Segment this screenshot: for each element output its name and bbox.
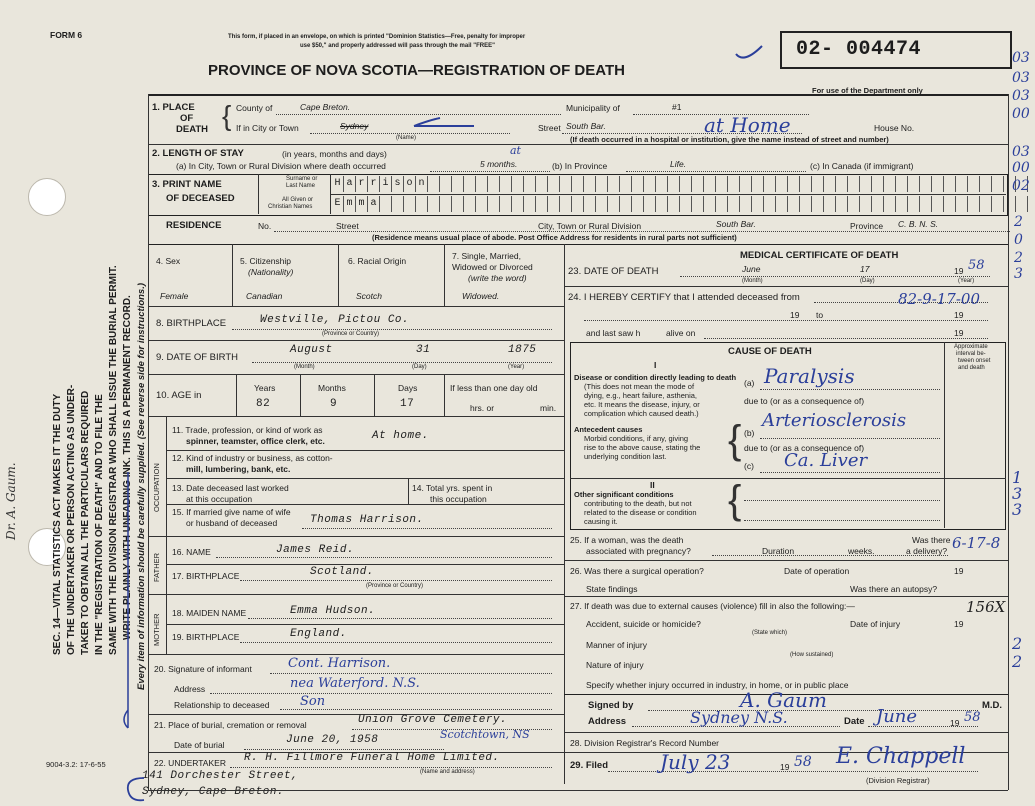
surname-letter: n (416, 176, 428, 192)
interval-4: and death (958, 365, 985, 371)
cause-c-label: (c) (744, 461, 754, 471)
burial-place-label: 21. Place of burial, cremation or removal (154, 720, 307, 730)
residence-division: South Bar. (716, 219, 756, 229)
margin-line-icon (118, 470, 138, 730)
other-1: Other significant conditions (574, 490, 674, 499)
father-birthplace: Scotland. (310, 566, 374, 578)
surname-letter: r (368, 176, 380, 192)
sec14-line-2: OF THE UNDERTAKER OR PERSON ACTING AS UNDER- (66, 384, 77, 655)
code-side-2: 3 (1012, 484, 1023, 503)
cause-b: Arteriosclerosis (762, 410, 907, 431)
envelope-note-1: This form, if placed in an envelope, on which is printed "Dominion Statistics—Free, penalty for improper (228, 34, 526, 40)
dob-month-caption: (Month) (294, 364, 315, 370)
house-label: House No. (874, 123, 915, 133)
citizenship-caption: (Nationality) (248, 267, 294, 277)
spouse-name: Thomas Harrison. (310, 514, 424, 526)
page-title: PROVINCE OF NOVA SCOTIA—REGISTRATION OF DEATH (208, 62, 625, 79)
citizenship-label: 5. Citizenship (240, 256, 292, 266)
department-use: For use of the Department only (812, 86, 923, 95)
given-letter: E (332, 196, 344, 212)
sec14-line-1: SEC. 14—VITAL STATISTICS ACT MAKES IT THE DUTY (52, 393, 63, 655)
residence-note: (Residence means usual place of abode. Post Office Address for residents in rural parts not sufficient) (372, 233, 737, 242)
dob-year: 1875 (508, 344, 537, 356)
father-name-label: 16. NAME (172, 547, 211, 557)
racial-origin-label: 6. Racial Origin (348, 256, 407, 266)
antecedent-3: rise to the above cause, stating the (584, 443, 701, 452)
sec14-line-7: Every item of information should be carefully supplied. (See reverse side for instructions.) (136, 282, 147, 690)
institution-note: (If death occurred in a hospital or institution, give the name instead of street and number) (570, 135, 889, 144)
disease-3: dying, e.g., heart failure, asthenia, (584, 391, 697, 400)
q26-autopsy: Was there an autopsy? (850, 584, 938, 594)
arrow-mark-icon (410, 116, 480, 136)
cause-a-label: (a) (744, 378, 755, 388)
certify-to: to (816, 310, 824, 320)
street-label: Street (538, 123, 561, 133)
given-label-1: All Given or (282, 197, 314, 203)
undertaker-label: 22. UNDERTAKER (154, 758, 226, 768)
coding-7: 02 (1012, 178, 1030, 194)
age-days-label: Days (398, 383, 418, 393)
filed-date: July 23 (660, 750, 731, 774)
q28: 28. Division Registrar's Record Number (570, 738, 720, 748)
bottom-c-mark-icon (124, 774, 148, 804)
signed-label: Signed by (588, 700, 634, 711)
q26-date: Date of operation (784, 566, 850, 576)
burial-date: June 20, 1958 (286, 734, 379, 746)
surname-letter: a (344, 176, 356, 192)
municipality-label: Municipality of (566, 103, 620, 113)
physician-signature: A. Gaum (740, 688, 827, 712)
cause-title: CAUSE OF DEATH (728, 346, 812, 357)
cause-c: Ca. Liver (784, 450, 868, 471)
roman-two: II (650, 480, 655, 490)
certify-19-c: 19 (954, 328, 964, 338)
relationship-value: Son (300, 694, 326, 709)
filed-year: 58 (794, 754, 812, 770)
roman-one: I (654, 360, 657, 370)
residence-province: C. B. N. S. (898, 219, 939, 229)
envelope-note-2: use $50," and properly addressed will pass through the mail "FREE" (300, 43, 495, 49)
doctor-margin-note: Dr. A. Gaum. (4, 462, 18, 540)
coding-4: 00 (1012, 106, 1030, 122)
interval-2: interval be- (956, 351, 986, 357)
q25-weeks: weeks. (848, 546, 875, 556)
dob-day-caption: (Day) (412, 364, 427, 370)
dob-day: 31 (416, 344, 431, 356)
sec14-line-3: TAKER TO OBTAIN ALL THE PARTICULARS REQUIRED (80, 390, 91, 655)
stay-line-b: (b) In Province (552, 161, 608, 171)
surname-label-1: Surname or (286, 176, 318, 182)
surname-letter: o (404, 176, 416, 192)
q29: 29. Filed (570, 760, 609, 771)
age-years-label: Years (254, 383, 276, 393)
form-code: 9004-3.2: 17-6-55 (46, 760, 106, 769)
father-birthplace-caption: (Province or Country) (366, 583, 424, 589)
coding-3: 03 (1012, 88, 1030, 104)
sex-value: Female (160, 291, 189, 301)
father-birthplace-label: 17. BIRTHPLACE (172, 571, 240, 581)
registration-number: 02- 004474 (796, 38, 922, 61)
death-year-prefix: 19 (954, 266, 964, 276)
stay-city-value: 5 months. (480, 159, 518, 169)
residence-street-label: Street (336, 221, 359, 231)
occupation-11-a: 11. Trade, profession, or kind of work as (172, 425, 323, 435)
age-months-label: Months (318, 383, 346, 393)
given-label-2: Christian Names (268, 204, 313, 210)
code-27c: 2 (1012, 652, 1023, 671)
certify-19-a: 19 (790, 310, 800, 320)
code-side-3: 3 (1012, 500, 1023, 519)
age-label: 10. AGE in (156, 390, 202, 401)
mother-maiden: Emma Hudson. (290, 605, 376, 617)
occupation-12-a: 12. Kind of industry or business, as cotton- (172, 453, 333, 463)
punch-hole-top (28, 178, 66, 216)
certify-alive: alive on (666, 328, 696, 338)
code-27: 156X (966, 598, 1006, 616)
coding-10: 2 (1014, 250, 1023, 266)
q27-nature: Nature of injury (586, 660, 644, 670)
dob-label: 9. DATE OF BIRTH (156, 352, 238, 363)
physician-date-19: 19 (950, 718, 960, 728)
stay-label: 2. LENGTH OF STAY (152, 148, 244, 159)
residence-no-label: No. (258, 221, 272, 231)
occupation-13-b: at this occupation (186, 494, 253, 504)
burial-date-label: Date of burial (174, 740, 225, 750)
death-year-caption: (Year) (958, 278, 975, 284)
due-to-1: due to (or as a consequence of) (744, 396, 865, 406)
occupation-11-b: spinner, teamster, office clerk, etc. (186, 436, 325, 446)
county-label: County of (236, 103, 273, 113)
q27-which: (State which) (752, 630, 788, 636)
racial-origin-value: Scotch (356, 291, 382, 301)
surname-letter: s (392, 176, 404, 192)
undertaker-name: R. H. Fillmore Funeral Home Limited. (244, 752, 500, 764)
surname-cells (332, 176, 1035, 192)
occupation-side-label: OCCUPATION (152, 463, 161, 512)
at-home-handwritten: at Home (704, 113, 791, 137)
surname-letter: i (380, 176, 392, 192)
code-24: 82-9-17-00 (898, 290, 981, 308)
cause-a: Paralysis (764, 364, 855, 388)
marital-label-3: (write the word) (468, 273, 527, 283)
name-label-2: OF DECEASED (166, 193, 235, 204)
medical-title: MEDICAL CERTIFICATE OF DEATH (740, 250, 899, 261)
death-day: 17 (860, 264, 870, 274)
coding-5: 03 (1012, 144, 1030, 160)
physician-address: Sydney N.S. (690, 708, 788, 727)
informant-address: nea Waterford. N.S. (290, 676, 420, 691)
informant-address-label: Address (174, 684, 206, 694)
occupation-12-b: mill, lumbering, bank, etc. (186, 464, 291, 474)
father-side-label: FATHER (152, 552, 161, 582)
surname-letter: r (356, 176, 368, 192)
registrar-caption: (Division Registrar) (866, 776, 930, 785)
q27: 27. If death was due to external causes (violence) fill in also the following:— (570, 601, 855, 611)
certify-last: and last saw h (586, 328, 641, 338)
surname-letter: H (332, 176, 344, 192)
q27-date: Date of injury (850, 619, 901, 629)
other-4: causing it. (584, 517, 618, 526)
q25-b: associated with pregnancy? (586, 546, 691, 556)
mother-side-label: MOTHER (152, 613, 161, 646)
stay-caption: (in years, months and days) (282, 149, 387, 159)
coding-6: 00 (1012, 160, 1030, 176)
physician-date-year: 58 (964, 710, 981, 725)
q27-19: 19 (954, 619, 964, 629)
coding-2: 03 (1012, 70, 1030, 86)
surname-label-2: Last Name (286, 183, 316, 189)
q27-accident: Accident, suicide or homicide? (586, 619, 701, 629)
occupation-15-b: or husband of deceased (186, 518, 278, 528)
age-less-day: If less than one day old (450, 383, 538, 393)
q27-specify: Specify whether injury occurred in industry, in home, or in public place (586, 680, 849, 690)
disease-5: complication which caused death.) (584, 409, 699, 418)
stay-line-c: (c) In Canada (if immigrant) (810, 161, 914, 171)
undertaker-address-1: 141 Dorchester Street, (142, 770, 299, 782)
sec14-line-5: SAME WITH THE DIVISION REGISTRAR WHO SHALL ISSUE THE BURIAL PERMIT. (108, 265, 119, 655)
marital-label-2: Widowed or Divorced (452, 262, 533, 272)
age-months: 9 (330, 398, 338, 410)
name-label-1: 3. PRINT NAME (152, 179, 222, 190)
death-month-caption: (Month) (742, 278, 763, 284)
certify-19-b: 19 (954, 310, 964, 320)
certify-label: 24. I HEREBY CERTIFY that I attended deceased from (568, 292, 800, 303)
occupation-14-a: 14. Total yrs. spent in (412, 483, 493, 493)
form-number: FORM 6 (50, 30, 83, 40)
q25-there-1: Was there (912, 535, 951, 545)
coding-11: 3 (1014, 266, 1023, 282)
city-caption: (Name) (396, 135, 417, 141)
q26: 26. Was there a surgical operation? (570, 566, 704, 576)
death-year: 58 (968, 258, 985, 273)
informant-sig-label: 20. Signature of informant (154, 664, 252, 674)
burial-place-note: Scotchtown, NS (440, 728, 530, 741)
antecedent-2: Morbid conditions, if any, giving (584, 434, 689, 443)
signed-date-label: Date (844, 716, 865, 727)
place-label-2: OF (180, 113, 194, 124)
given-name-cells (332, 196, 1035, 212)
father-name: James Reid. (276, 544, 355, 556)
interval-3: tween onset (958, 358, 991, 364)
residence-label: RESIDENCE (166, 220, 222, 231)
informant-signature: Cont. Harrison. (288, 656, 391, 671)
municipality-value: #1 (672, 102, 682, 112)
death-month: June (742, 264, 761, 274)
sec14-line-6: WRITE PLAINLY WITH UNFADING INK. THIS IS A PERMANENT RECORD. (122, 295, 133, 640)
code-side-1: 1 (1012, 468, 1023, 487)
marital-label-1: 7. Single, Married, (452, 251, 521, 261)
given-letter: m (344, 196, 356, 212)
filed-19: 19 (780, 762, 790, 772)
burial-place: Union Grove Cemetery. (358, 714, 508, 726)
mother-birthplace-label: 19. BIRTHPLACE (172, 632, 240, 642)
other-3: related to the disease or condition (584, 508, 697, 517)
registrar-signature: E. Chappell (836, 744, 966, 769)
code-27b: 2 (1012, 634, 1023, 653)
occupation-13-a: 13. Date deceased last worked (172, 483, 289, 493)
mother-maiden-label: 18. MAIDEN NAME (172, 608, 247, 618)
cause-b-label: (b) (744, 428, 755, 438)
occupation-15-a: 15. If married give name of wife (172, 507, 291, 517)
mother-birthplace: England. (290, 628, 347, 640)
age-min: min. (540, 403, 557, 413)
occupation-trade: At home. (372, 430, 429, 442)
city-label: If in City or Town (236, 123, 299, 133)
age-hrs: hrs. or (470, 403, 495, 413)
residence-province-label: Province (850, 221, 884, 231)
code-25: 6-17-8 (952, 534, 1001, 552)
occupation-14-b: this occupation (430, 494, 487, 504)
citizenship-value: Canadian (246, 291, 283, 301)
sex-label: 4. Sex (156, 256, 181, 266)
age-days: 17 (400, 398, 415, 410)
md-label: M.D. (982, 700, 1003, 711)
at-mark: at (510, 144, 521, 157)
q27-how: (How sustained) (790, 652, 834, 658)
dob-month: August (290, 344, 333, 356)
interval-1: Approximate (954, 344, 988, 350)
marital-value: Widowed. (462, 291, 500, 301)
coding-8: 2 (1014, 214, 1023, 230)
signed-address-label: Address (588, 716, 627, 727)
due-to-2: due to (or as a consequence of) (744, 443, 865, 453)
county-value: Cape Breton. (300, 102, 351, 112)
other-2: contributing to the death, but not (584, 499, 692, 508)
q25-a: 25. If a woman, was the death (570, 535, 684, 545)
disease-1: Disease or condition directly leading to death (574, 373, 737, 382)
place-label-3: DEATH (176, 124, 209, 135)
coding-9: 0 (1014, 232, 1023, 248)
residence-city-label: City, Town or Rural Division (538, 221, 642, 231)
stay-province-value: Life. (670, 159, 687, 169)
birthplace-value: Westville, Pictou Co. (260, 314, 410, 326)
dob-year-caption: (Year) (508, 364, 525, 370)
street-value: South Bar. (566, 121, 606, 131)
death-date-label: 23. DATE OF DEATH (568, 266, 659, 277)
sec14-line-4: IN THE "REGISTRATION OF DEATH" AND TO FILE THE (94, 394, 105, 655)
q26-19: 19 (954, 566, 964, 576)
undertaker-address-2: Sydney, Cape Breton. (142, 786, 285, 798)
stay-line-a: (a) In City, Town or Rural Division where death occurred (176, 161, 386, 171)
q27-manner: Manner of injury (586, 640, 647, 650)
disease-2: (This does not mean the mode of (584, 382, 695, 391)
undertaker-caption: (Name and address) (420, 769, 475, 775)
disease-4: etc. It means the disease, injury, or (584, 400, 700, 409)
birthplace-caption: (Province or Country) (322, 331, 380, 337)
antecedent-4: underlying condition last. (584, 452, 667, 461)
coding-1: 03 (1012, 50, 1030, 66)
antecedent-1: Antecedent causes (574, 425, 643, 434)
death-day-caption: (Day) (860, 278, 875, 284)
age-years: 82 (256, 398, 271, 410)
q26-state: State findings (586, 584, 638, 594)
physician-date: June (876, 706, 918, 727)
relationship-label: Relationship to deceased (174, 700, 270, 710)
q25-there-2: a delivery? (906, 546, 948, 556)
q25-duration: Duration (762, 546, 795, 556)
city-value: Sydney (340, 121, 369, 131)
place-label-1: 1. PLACE (152, 102, 195, 113)
check-mark-icon (734, 42, 764, 66)
given-letter: a (368, 196, 380, 212)
birthplace-label: 8. BIRTHPLACE (156, 318, 227, 329)
given-letter: m (356, 196, 368, 212)
